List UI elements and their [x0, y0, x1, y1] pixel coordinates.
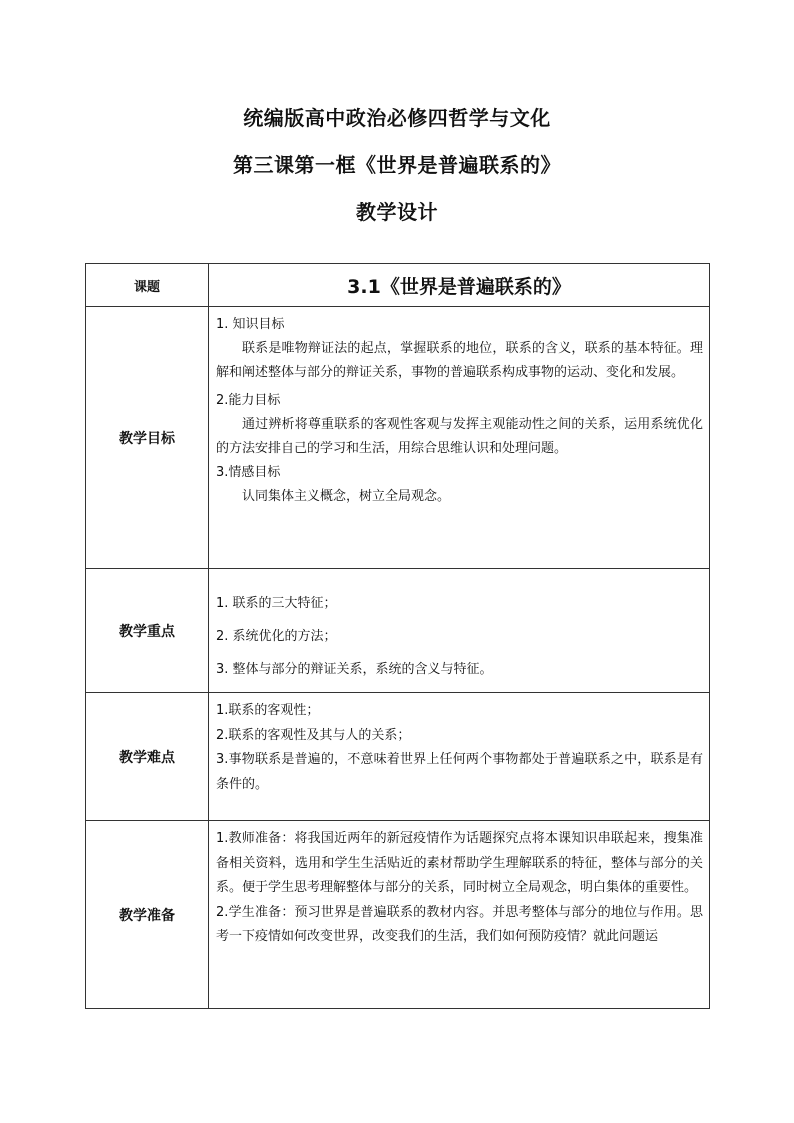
difficulty-item: 1.联系的客观性； — [216, 703, 320, 718]
goals-content — [209, 307, 710, 569]
table-row-topic — [86, 264, 710, 307]
difficulty-item: 3.事物联系是普遍的，不意味着世界上任何两个事物都处于普遍联系之中，联系是有条件的。 — [216, 752, 703, 792]
key-point-item: 1. 联系的三大特征； — [216, 596, 337, 611]
difficulties-label: 教学难点 — [86, 693, 209, 821]
table-row-preparation — [86, 821, 710, 1009]
emotion-goal-text: 认同集体主义概念，树立全局观念。 — [242, 489, 451, 504]
student-preparation: 2.学生准备：预习世界是普遍联系的教材内容。并思考整体与部分的地位与作用。思考一下疫情如何改变世界，改变我们的生活，我们如何预防疫情？就此问题运 — [216, 904, 703, 944]
difficulty-item: 2.联系的客观性及其与人的关系； — [216, 727, 411, 743]
key-point-item: 2. 系统优化的方法； — [216, 629, 337, 644]
title-line-2: 第三课第一框《世界是普遍联系的》 — [233, 153, 561, 177]
topic-label: 课题 — [86, 264, 209, 307]
difficulties-content — [209, 693, 710, 821]
table-row-difficulties — [86, 693, 710, 821]
ability-goal-text: 通过辨析将尊重联系的客观性客观与发挥主观能动性之间的关系，运用系统优化的方法安排自己的学习和生活，用综合思维认识和处理问题。 — [216, 417, 703, 456]
document-title — [0, 106, 794, 247]
title-line-1: 统编版高中政治必修四哲学与文化 — [243, 106, 551, 130]
title-line-3: 教学设计 — [356, 200, 438, 224]
lesson-plan-table — [85, 263, 710, 1009]
ability-goal-title: 2.能力目标 — [216, 393, 281, 408]
table-row-goals — [86, 307, 710, 569]
goals-label: 教学目标 — [86, 307, 209, 569]
knowledge-goal-title: 1. 知识目标 — [216, 317, 285, 332]
knowledge-goal-text: 联系是唯物辩证法的起点，掌握联系的地位，联系的含义，联系的基本特征。理解和阐述整体与部分的辩证关系，事物的普遍联系构成事物的运动、变化和发展。 — [216, 341, 703, 380]
key-points-content — [209, 569, 710, 693]
teacher-preparation: 1.教师准备：将我国近两年的新冠疫情作为话题探究点将本课知识串联起来，搜集准备相关资料，选用和学生生活贴近的素材帮助学生理解联系的特征，整体与部分的关系。便于学生思考理解整体与部分的关系，同时树立全局观念，明白集体的重要性。 — [216, 831, 703, 895]
key-point-item: 3. 整体与部分的辩证关系，系统的含义与特征。 — [216, 662, 493, 677]
table-row-key-points — [86, 569, 710, 693]
preparation-content — [209, 821, 710, 1009]
preparation-label: 教学准备 — [86, 821, 209, 1009]
topic-value: 3.1《世界是普遍联系的》 — [209, 264, 710, 307]
emotion-goal-title: 3.情感目标 — [216, 465, 281, 480]
key-points-label: 教学重点 — [86, 569, 209, 693]
